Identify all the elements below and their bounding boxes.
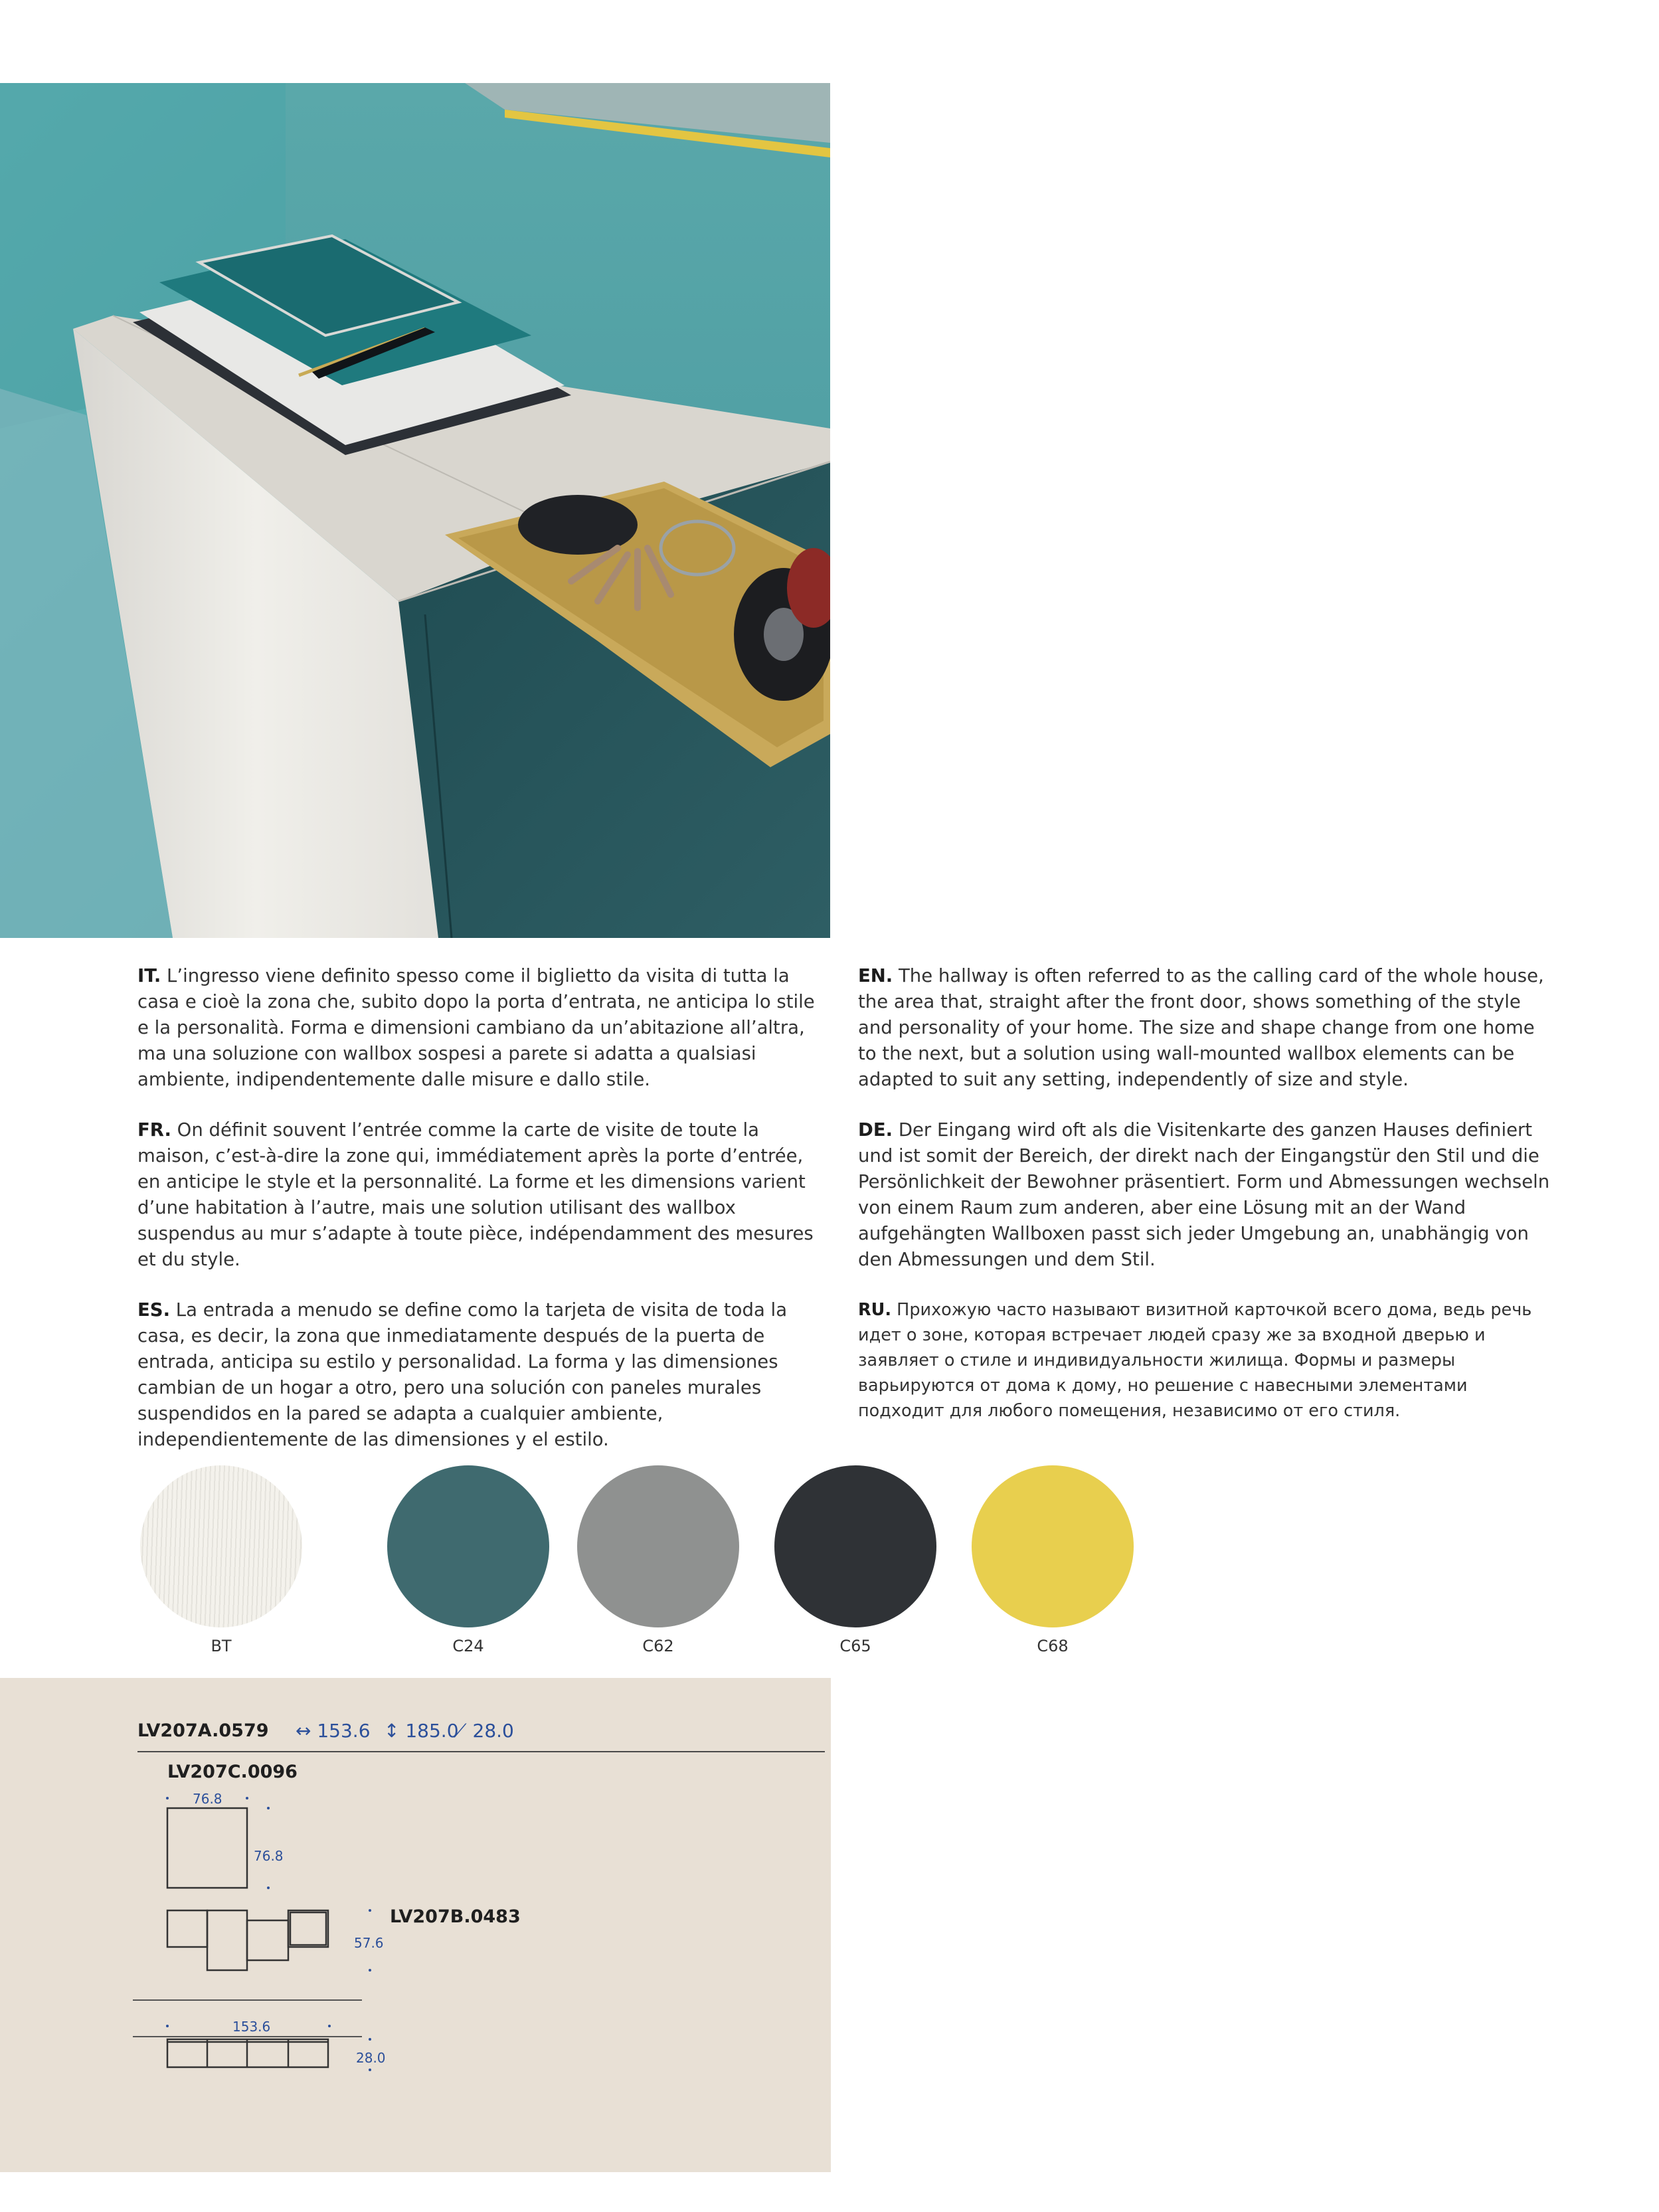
paragraph-de-body: Der Eingang wird oft als die Visitenkarte des ganzen Hauses definiert und ist somit der Bereich, der direkt nach der Eingangstür den Stil und die Persönlichkeit der Bewohner präsentiert. Form und Abmessungen wechseln von einem Raum zum anderen, aber eine Lösung mit an der Wand aufgehängten Wallboxen passt sich jeder Umgebung an, unabhängig von den Abmessungen und dem Stil. [858, 1119, 1550, 1270]
paragraph-de [858, 1117, 1552, 1273]
part-c-width: 76.8 [193, 1791, 222, 1807]
paragraph-es-body: La entrada a menudo se define como la tarjeta de visita de toda la casa, es decir, la zona que inmediatamente después de la puerta de entrada, anticipa su estilo y personalidad. La forma y las dimensiones cambian de un hogar a otro, pero una solución con paneles murales suspendidos en la pared se adapta a cualquier ambiente, independientemente de las dimensiones y el estilo. [137, 1299, 788, 1450]
part-b-height: 57.6 [354, 1935, 384, 1951]
lang-tag-ru: RU. [858, 1300, 892, 1320]
header-divider [137, 1751, 825, 1752]
swatch-label-bt: BT [211, 1637, 232, 1655]
spec-panel [0, 1678, 831, 2172]
paragraph-en [858, 963, 1552, 1093]
lang-tag-it: IT. [137, 965, 161, 986]
part-b-code: LV207B.0483 [390, 1906, 521, 1927]
paragraph-ru-body: Прихожую часто называют визитной карточкой всего дома, ведь речь идет о зоне, которая встречает людей сразу же за входной дверью и заявляет о стиле и индивидуальности жилища. Формы и размеры варьируются от дома к дому, но решение с навесными элементами подходит для любого помещения, независимо от его стиля. [858, 1300, 1532, 1421]
part-c-height: 76.8 [254, 1848, 284, 1864]
depth-value: 28.0 [356, 2050, 386, 2066]
lang-tag-de: DE. [858, 1119, 893, 1141]
lang-tag-es: ES. [137, 1299, 171, 1321]
swatch-bt [140, 1465, 302, 1627]
paragraph-fr-body: On définit souvent l’entrée comme la carte de visite de toute la maison, c’est-à-dire la zone qui, immédiatement après la porte d’entrée, en anticipe le style et la personnalité. La forme et les dimensions varient d’une habitation à l’autre, mais une solution utilisant des wallbox suspendus au mur s’adapte à toute pièce, indépendamment des mesures et du style. [137, 1119, 814, 1270]
paragraph-fr [137, 1117, 825, 1273]
swatch-label-c65: C65 [839, 1637, 871, 1655]
text-column-right [858, 963, 1552, 1448]
paragraph-es [137, 1297, 825, 1453]
text-column-left [137, 963, 825, 1477]
lang-tag-en: EN. [858, 965, 893, 986]
part-c-code: LV207C.0096 [167, 1762, 298, 1782]
swatch-label-c24: C24 [452, 1637, 484, 1655]
swatch-c65 [774, 1465, 936, 1627]
overall-height: ↕ 185.0 [384, 1720, 459, 1742]
overall-width: ↔ 153.6 [296, 1720, 371, 1742]
swatch-c62 [577, 1465, 739, 1627]
swatch-c24 [387, 1465, 549, 1627]
paragraph-it-body: L’ingresso viene definito spesso come il biglietto da visita di tutta la casa e cioè la zona che, subito dopo la porta d’entrata, ne anticipa lo stile e la personalità. Forma e dimensioni cambiano da un’abitazione all’altra, ma una soluzione con wallbox sospesi a parete si adatta a qualsiasi ambiente, indipendentemente dalle misure e dallo stile. [137, 965, 815, 1090]
paragraph-en-body: The hallway is often referred to as the calling card of the whole house, the area that, straight after the front door, shows something of the style and personality of your home. The size and shape change from one home to the next, but a solution using wall-mounted wallbox elements can be adapted to suit any setting, independently of size and style. [858, 965, 1544, 1090]
total-width: 153.6 [232, 2019, 271, 2035]
paragraph-it [137, 963, 825, 1093]
lang-tag-fr: FR. [137, 1119, 171, 1141]
swatch-label-c62: C62 [642, 1637, 674, 1655]
main-product-code: LV207A.0579 [137, 1720, 269, 1741]
swatch-label-c68: C68 [1037, 1637, 1069, 1655]
swatch-c68 [972, 1465, 1134, 1627]
overall-depth: ⟋ 28.0 [454, 1720, 514, 1742]
hallway-photo [0, 83, 830, 938]
paragraph-ru [858, 1297, 1552, 1424]
